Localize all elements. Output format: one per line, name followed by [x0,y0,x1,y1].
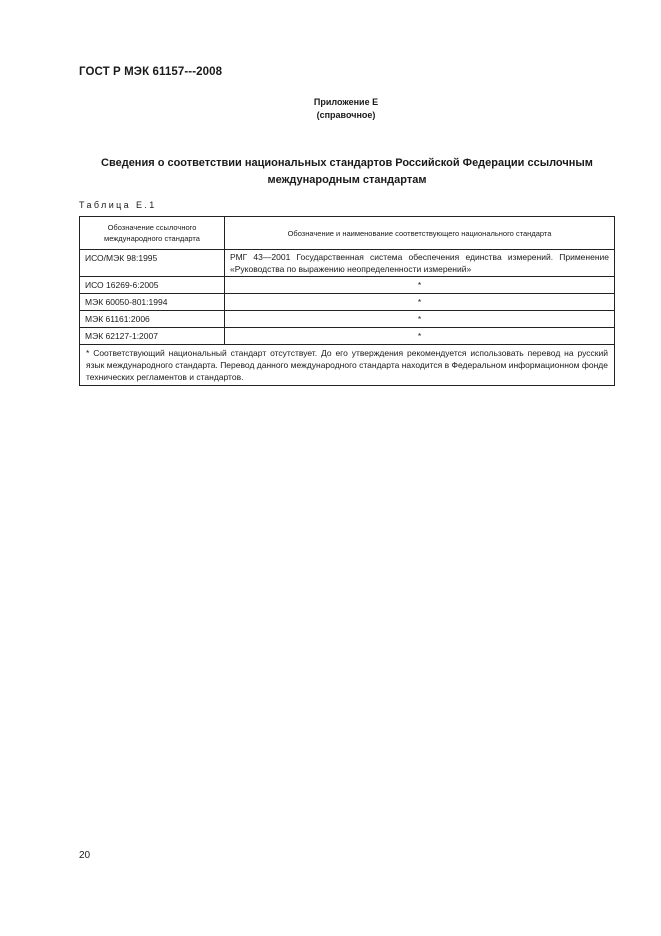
standards-correspondence-table [79,216,615,386]
table-caption: Таблица Е.1 [79,200,157,210]
national-standard-cell: * [225,294,615,311]
appendix-subtitle: (справочное) [316,110,376,120]
table-footnote: * Соответствующий национальный стандарт отсутствует. До его утверждения рекомендуется использовать перевод на русский язык международного стандарта. Перевод данного международного стандарта находится в Федеральном информационном фонде технических регламентов и стандартов. [80,345,615,386]
national-standard-cell: * [225,311,615,328]
national-standard-cell: * [225,328,615,345]
appendix-heading [0,96,661,122]
section-title: Сведения о соответствии национальных стандартов Российской Федерации ссылочным международным стандартам [101,157,593,186]
international-code-cell: ИСО/МЭК 98:1995 [80,250,225,277]
column-header-national: Обозначение и наименование соответствующего национального стандарта [225,217,615,250]
international-code-cell: МЭК 62127-1:2007 [80,328,225,345]
table-row [80,250,615,277]
table-header-row [80,217,615,250]
international-code-cell: МЭК 61161:2006 [80,311,225,328]
appendix-title: Приложение Е [313,97,379,107]
column-header-international: Обозначение ссылочного международного стандарта [80,217,225,250]
table-row [80,328,615,345]
national-standard-cell: * [225,277,615,294]
page-number: 20 [79,850,91,861]
table-footnote-row [80,345,615,386]
document-code-header: ГОСТ Р МЭК 61157---2008 [79,66,223,78]
table-row [80,277,615,294]
national-standard-cell: РМГ 43—2001 Государственная система обеспечения единства измерений. Применение «Руководства по выражению неопределенности измерений» [225,250,615,277]
international-code-cell: МЭК 60050-801:1994 [80,294,225,311]
table-row [80,311,615,328]
table-row [80,294,615,311]
international-code-cell: ИСО 16269-6:2005 [80,277,225,294]
